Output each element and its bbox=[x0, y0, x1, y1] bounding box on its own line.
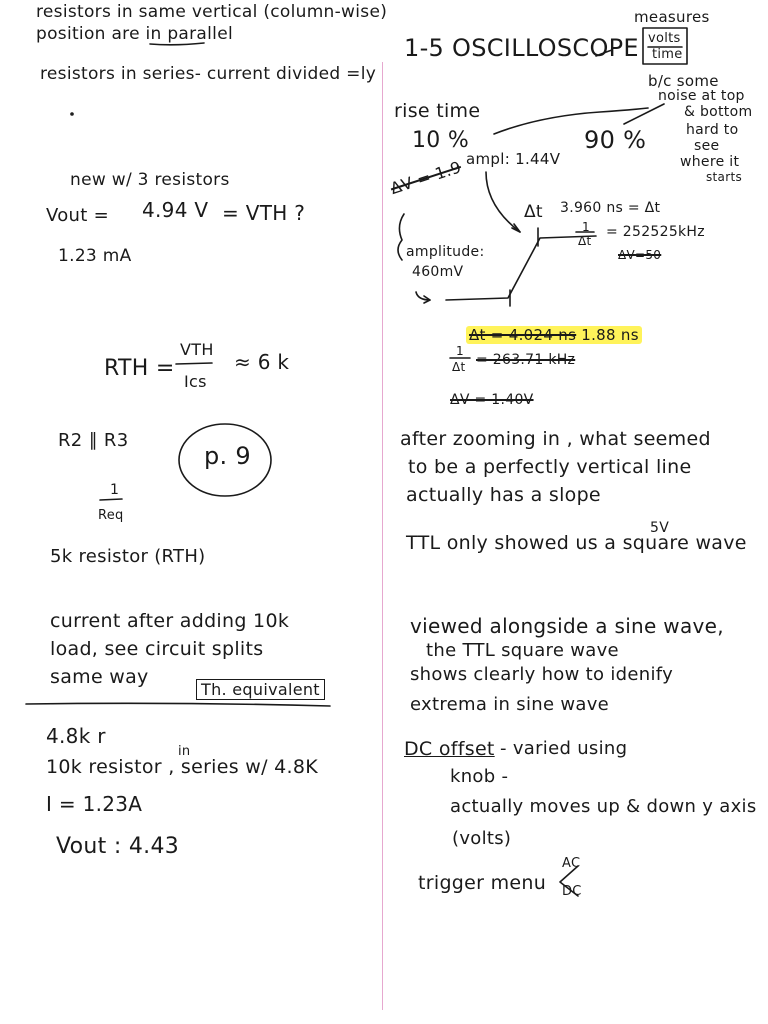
noise-note-line3: & bottom bbox=[684, 104, 753, 120]
one-over-num: 1 bbox=[110, 482, 120, 498]
stray-dot bbox=[71, 113, 73, 115]
delta-t-final: 1.88 ns bbox=[581, 326, 639, 344]
ttl-5v: 5V bbox=[650, 520, 670, 536]
freq-numerator: 1 bbox=[582, 220, 590, 234]
amplitude-reading: ampl: 1.44V bbox=[466, 150, 561, 168]
zoom-note-line2: to be a perfectly vertical line bbox=[408, 456, 692, 478]
current-after-line2: load, see circuit splits bbox=[50, 638, 264, 660]
inverse-crossed: = 263.71 kHz bbox=[476, 352, 576, 368]
volts-label: volts bbox=[648, 31, 681, 46]
vout-second: Vout : 4.43 bbox=[56, 834, 180, 859]
moves-line1: actually moves up & down y axis bbox=[450, 796, 757, 817]
moves-line2: (volts) bbox=[452, 828, 512, 849]
delta-t-crossed: Δt = 4.024 ns bbox=[469, 326, 577, 344]
current-after-line1: current after adding 10k bbox=[50, 610, 290, 632]
margin-line bbox=[382, 62, 383, 1010]
noise-note-line2: noise at top bbox=[658, 88, 745, 104]
dc-offset-rest: - varied using bbox=[500, 738, 628, 759]
page-reference: p. 9 bbox=[204, 442, 251, 470]
ampl-arrowhead bbox=[512, 224, 520, 232]
r-10k-series: 10k resistor , series w/ 4.8K bbox=[46, 756, 319, 778]
current-ma: 1.23 mA bbox=[58, 246, 132, 266]
rth-label: RTH = bbox=[104, 356, 175, 381]
r-4-8k: 4.8k r bbox=[46, 724, 106, 748]
inverse-numerator: 1 bbox=[456, 344, 464, 358]
amplitude-brace bbox=[398, 214, 404, 260]
delta-v-crossed: ΔV = 1.9 bbox=[388, 157, 464, 199]
trigger-dc: DC bbox=[562, 884, 582, 899]
freq-denominator: Δt bbox=[578, 234, 592, 248]
viewed-line3: shows clearly how to idenify bbox=[410, 664, 674, 685]
freq-crossed: ΔV=50 bbox=[618, 248, 662, 262]
freq-value: = 252525kHz bbox=[606, 224, 705, 240]
thevenin-equivalent-label bbox=[196, 680, 325, 699]
trigger-menu: trigger menu bbox=[418, 872, 547, 894]
ampl-arrow bbox=[486, 172, 520, 232]
note-parallel-line2 bbox=[36, 24, 233, 44]
time-label: time bbox=[652, 47, 683, 62]
note-series: resistors in series- current divided =ly bbox=[40, 64, 377, 84]
one-over-den: Req bbox=[98, 508, 124, 523]
rth-numerator: VTH bbox=[180, 340, 214, 359]
req-fraction-bar bbox=[100, 499, 122, 500]
highlighted-delta-t bbox=[466, 326, 642, 344]
viewed-line2: the TTL square wave bbox=[426, 640, 619, 661]
thevenin-equivalent-text: Th. equivalent bbox=[196, 679, 325, 700]
noise-note-line6: where it bbox=[680, 154, 740, 170]
r-parallel: R2 ∥ R3 bbox=[58, 430, 129, 451]
delta-t-value: 3.960 ns = Δt bbox=[560, 200, 661, 216]
rth-fraction-bar bbox=[176, 363, 212, 364]
rth-approx: ≈ 6 k bbox=[234, 350, 290, 374]
noise-note-line7: starts bbox=[706, 170, 743, 184]
current-after-line3: same way bbox=[50, 666, 149, 688]
amplitude-hook bbox=[416, 292, 430, 300]
amplitude-hook-head bbox=[424, 296, 430, 303]
amplitude-label: amplitude: bbox=[406, 244, 485, 260]
oscilloscope-title: 1-5 OSCILLOSCOPE bbox=[404, 34, 639, 62]
zoom-note-line1: after zooming in , what seemed bbox=[400, 428, 711, 450]
note-new-resistors: new w/ 3 resistors bbox=[70, 170, 230, 190]
trigger-ac: AC bbox=[562, 856, 581, 871]
rth-denominator: Ics bbox=[184, 372, 207, 391]
left-divider-line bbox=[26, 703, 330, 706]
noise-note-line4: hard to bbox=[686, 122, 739, 138]
viewed-line4: extrema in sine wave bbox=[410, 694, 610, 715]
ten-percent: 10 % bbox=[412, 128, 470, 153]
ttl-note: TTL only showed us a square wave bbox=[406, 532, 747, 554]
vout-eq: = VTH ? bbox=[222, 201, 306, 225]
ninety-percent: 90 % bbox=[584, 126, 647, 154]
dc-offset-label: DC offset bbox=[404, 738, 495, 760]
note-parallel-line1: resistors in same vertical (column-wise) bbox=[36, 2, 388, 22]
amplitude-value: 460mV bbox=[412, 264, 464, 280]
noise-arrow bbox=[624, 104, 664, 124]
note-parallel-text: position are in parallel bbox=[36, 24, 233, 44]
delta-t-label: Δt bbox=[524, 202, 543, 222]
vout-value: 4.94 V bbox=[142, 198, 209, 222]
noise-note-line5: see bbox=[694, 138, 720, 154]
noise-note-line1: b/c some bbox=[648, 72, 719, 90]
zoom-note-line3: actually has a slope bbox=[406, 484, 601, 506]
in-word: in bbox=[178, 744, 191, 759]
risetime-label: rise time bbox=[394, 100, 481, 122]
inverse-denominator: Δt bbox=[452, 360, 466, 374]
resistor-5k: 5k resistor (RTH) bbox=[50, 546, 206, 567]
viewed-line1: viewed alongside a sine wave, bbox=[410, 614, 724, 638]
knob-label: knob - bbox=[450, 766, 509, 787]
vout-label: Vout = bbox=[46, 205, 109, 226]
current-value: I = 1.23A bbox=[46, 792, 143, 816]
measures-label: measures bbox=[634, 8, 710, 26]
delta-v-crossed-2: ΔV = 1.40V bbox=[450, 392, 534, 408]
